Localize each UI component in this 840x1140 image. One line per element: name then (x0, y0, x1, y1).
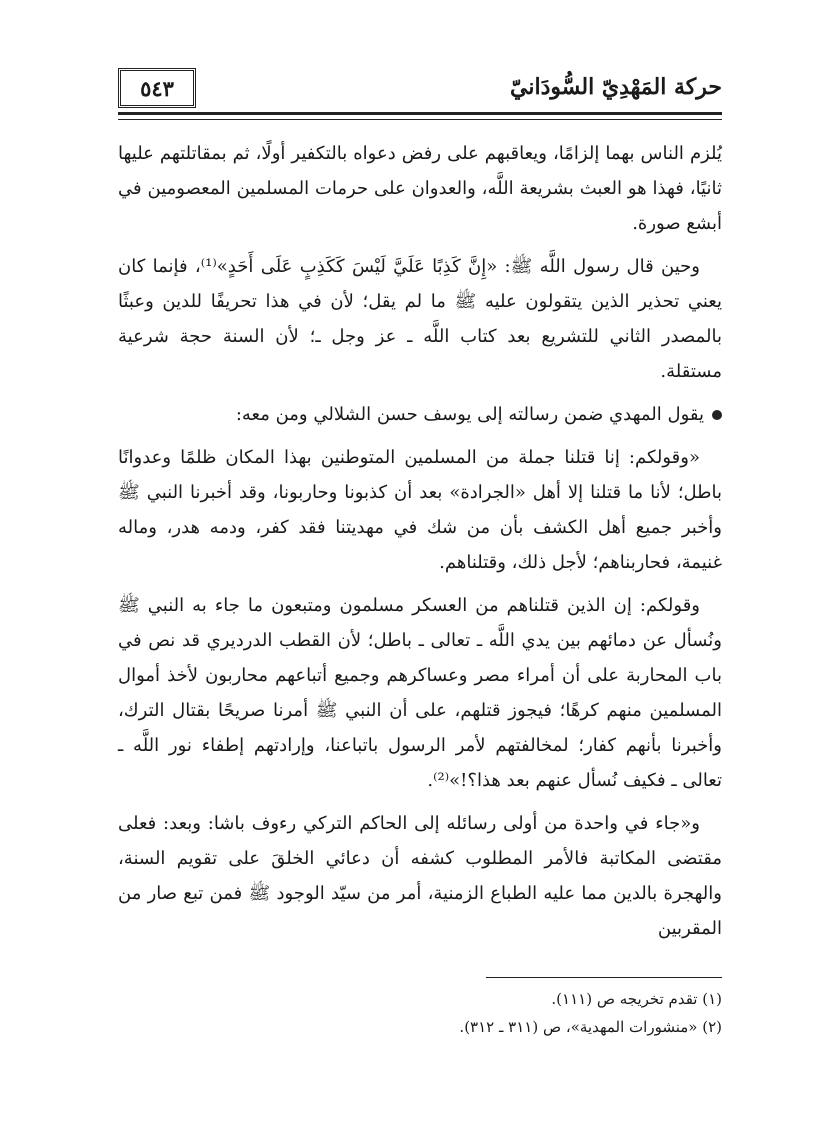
page-header (118, 62, 722, 118)
paragraph-3-text: يقول المهدي ضمن رسالته إلى يوسف حسن الشلالي ومن معه: (235, 404, 704, 425)
body-text (118, 136, 722, 954)
running-title: حركة المَهْدِيّ السُّودَانيّ (510, 74, 722, 100)
footnotes (118, 985, 722, 1041)
page-number-box (118, 68, 196, 108)
footnote-separator (486, 977, 722, 978)
paragraph-5: وقولكم: إن الذين قتلناهم من العسكر مسلمون ومتبعون ما جاء به النبي ﷺ ونُسأل عن دمائهم بين يدي اللَّه ـ تعالى ـ باطل؛ لأن القطب الدرديري قد نص في باب المحاربة على أن أمراء مصر وعساكرهم وجميع أتباعهم محاربون لأخذ أموال المسلمين منهم كرهًا؛ فيجوز قتلهم، على أن النبي ﷺ أمرنا صريحًا بقتال الترك، وأخبرنا بأنهم كفار؛ لمخالفتهم لأمر الرسول باتباعنا، وإرادتهم إطفاء نور اللَّه ـ تعالى ـ فكيف نُسأل عنهم بعد هذا؟!»⁽²⁾. (118, 595, 722, 791)
header-rule-thin (118, 119, 722, 120)
paragraph-3-bullet (118, 397, 722, 432)
paragraph-4: «وقولكم: إنا قتلنا جملة من المسلمين المتوطنين بهذا المكان ظلمًا وعدوانًا باطل؛ لأنا ما قتلنا إلا أهل «الجرادة» بعد أن كذبونا وحاربونا، وقد أخبرنا النبي ﷺ وأخبر جميع أهل الكشف بأن من شك في مهديتنا فقد كفر، ودمه هدر، وماله غنيمة، فحاربناهم؛ لأجل ذلك، وقتلناهم. (118, 447, 722, 573)
footnote-1: (١) تقدم تخريجه ص (١١١). (551, 990, 722, 1008)
header-rule-thick (118, 112, 722, 115)
paragraph-6: و«جاء في واحدة من أولى رسائله إلى الحاكم التركي رءوف باشا: وبعد: فعلى مقتضى المكاتبة فالأمر المطلوب كشفه أن دعائي الخلقَ على تقويم السنة، والهجرة بالدين مما عليه الطباع الزمنية، أمر من سيّد الوجود ﷺ فمن تبع صار من المقربين (118, 813, 722, 939)
bullet-icon (712, 410, 722, 420)
page-number: ٥٤٣ (140, 75, 174, 101)
paragraph-1: يُلزم الناس بهما إلزامًا، ويعاقبهم على رفض دعواه بالتكفير أولًا، ثم بمقاتلتهم عليها ثانيًا، فهذا هو العبث بشريعة اللَّه، والعدوان على حرمات المسلمين المعصومين في أبشع صورة. (118, 143, 722, 234)
paragraph-2: وحين قال رسول اللَّه ﷺ: «إِنَّ كَذِبًا عَلَيَّ لَيْسَ كَكَذِبٍ عَلَى أَحَدٍ»⁽¹⁾، فإنما كان يعني تحذير الذين يتقولون عليه ﷺ ما لم يقل؛ لأن في هذا تحريفًا للدين وعبثًا بالمصدر الثاني للتشريع بعد كتاب اللَّه ـ عز وجل ـ؛ لأن السنة حجة شرعية مستقلة. (118, 256, 722, 382)
footnote-2: (٢) «منشورات المهدية»، ص (٣١١ ـ ٣١٢). (459, 1018, 722, 1036)
